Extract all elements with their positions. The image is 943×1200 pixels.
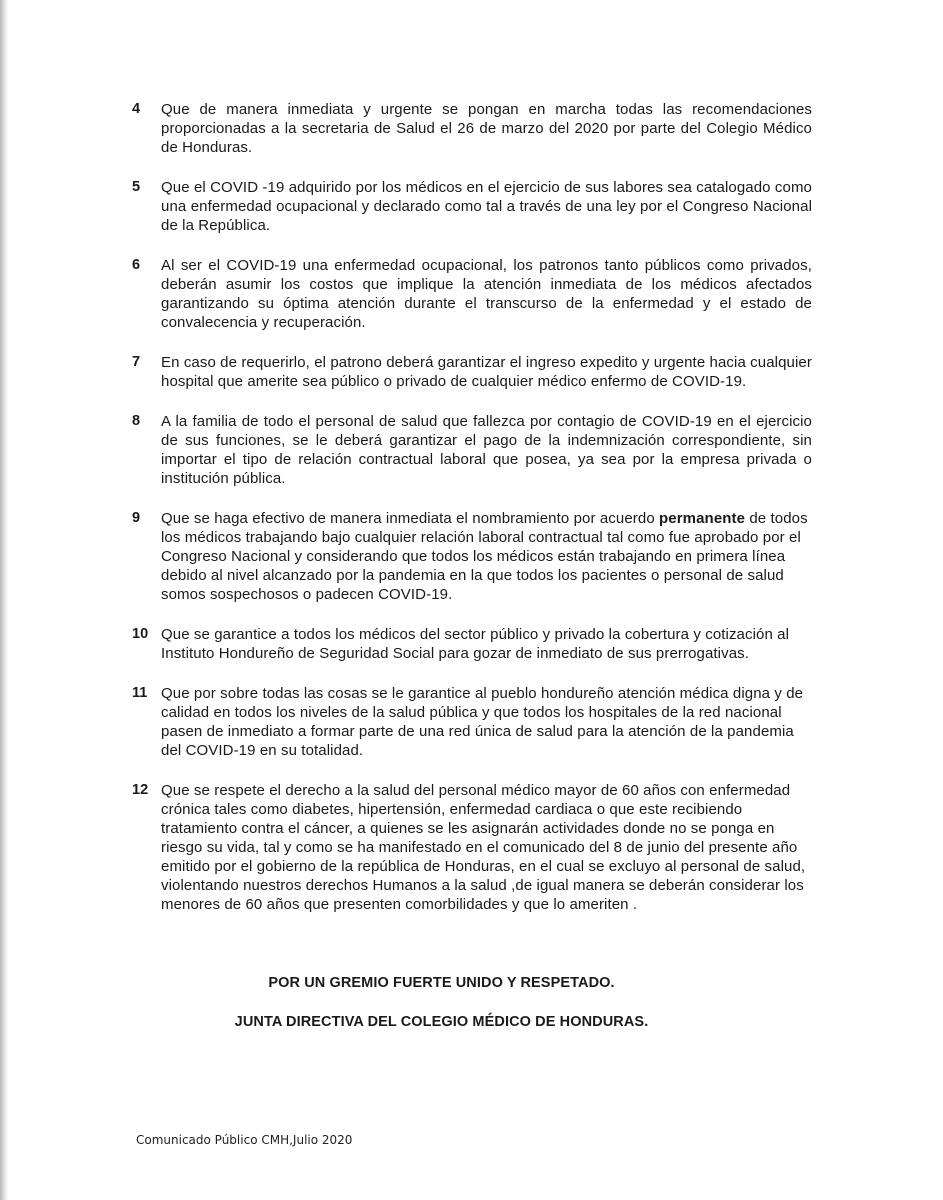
item-text: Que el COVID -19 adquirido por los médicos en el ejercicio de sus labores sea catalogado como una enfermedad ocupacional y declarado como tal a través de una ley por el Congreso Nacional de la República. [161,179,812,234]
item-text-after: de todos los médicos trabajando bajo cualquier relación laboral contractual tal como fue aprobado por el Congreso Nacional y considerando que todos los médicos están trabajando en primera línea debido al nivel alcanzado por la pandemia en la que todos los pacientes o personal de salud somos sospechosos o padecen COVID-19. [161,510,808,603]
item-number: 6 [132,257,141,273]
list-item-12 [132,781,812,914]
item-number: 4 [132,101,141,117]
item-text-emphasis: permanente [659,510,746,527]
list-item-9 [132,509,812,604]
item-text: Que por sobre todas las cosas se le garantice al pueblo hondureño atención médica digna y de calidad en todos los niveles de la salud pública y que todos los hospitales de la red nacional pasen de inmediato a formar parte de una red única de salud para la atención de la pandemia del COVID-19 en su totalidad. [161,685,804,759]
item-text: Al ser el COVID-19 una enfermedad ocupacional, los patronos tanto públicos como privados, deberán asumir los costos que implique la atención inmediata de los médicos afectados garantizando su óptima atención durante el transcurso de la enfermedad y el estado de convalecencia y recuperación. [161,257,812,331]
list-item-7 [132,353,812,391]
item-text [161,509,812,604]
item-text: Que de manera inmediata y urgente se pongan en marcha todas las recomendaciones proporcionadas a la secretaria de Salud el 26 de marzo del 2020 por parte del Colegio Médico de Honduras. [161,101,812,156]
footer-text: Comunicado Público CMH,Julio 2020 [136,1133,353,1147]
list-item-10 [132,625,812,663]
closing-signature: JUNTA DIRECTIVA DEL COLEGIO MÉDICO DE HONDURAS. [234,1014,649,1030]
item-number: 10 [132,626,149,642]
item-number: 11 [132,685,148,701]
list-item-4 [132,100,812,157]
item-number: 9 [132,510,141,526]
list-item-11 [132,684,812,760]
item-number: 12 [132,782,149,798]
list-item-5 [132,178,812,235]
item-text: A la familia de todo el personal de salud que fallezca por contagio de COVID-19 en el ejercicio de sus funciones, se le deberá garantizar el pago de la indemnización correspondiente, sin importar el tipo de relación contractual laboral que posea, ya sea por la empresa privada o institución pública. [161,413,812,487]
demands-list [132,100,812,935]
item-number: 5 [132,179,141,195]
item-number: 8 [132,413,141,429]
list-item-8 [132,412,812,488]
item-text: En caso de requerirlo, el patrono deberá garantizar el ingreso expedito y urgente hacia cualquier hospital que amerite sea público o privado de cualquier médico enfermo de COVID-19. [161,354,812,390]
item-text-before: Que se haga efectivo de manera inmediata el nombramiento por acuerdo [161,510,660,527]
list-item-6 [132,256,812,332]
item-text: Que se garantice a todos los médicos del sector público y privado la cobertura y cotización al Instituto Hondureño de Seguridad Social para gozar de inmediato de sus prerrogativas. [161,626,790,662]
item-number: 7 [132,354,141,370]
closing-motto: POR UN GREMIO FUERTE UNIDO Y RESPETADO. [268,975,615,991]
item-text: Que se respete el derecho a la salud del personal médico mayor de 60 años con enfermedad crónica tales como diabetes, hipertensión, enfermedad cardiaca o que este recibiendo tratamiento contra el cáncer, a quienes se les asignarán actividades donde no se ponga en riesgo su vida, tal y como se ha manifestado en el comunicado del 8 de junio del presente año emitido por el gobierno de la república de Honduras, en el cual se excluyo al personal de salud, violentando nuestros derechos Humanos a la salud ,de igual manera se deberán considerar los menores de 60 años que presenten comorbilidades y que lo ameriten . [161,782,806,913]
